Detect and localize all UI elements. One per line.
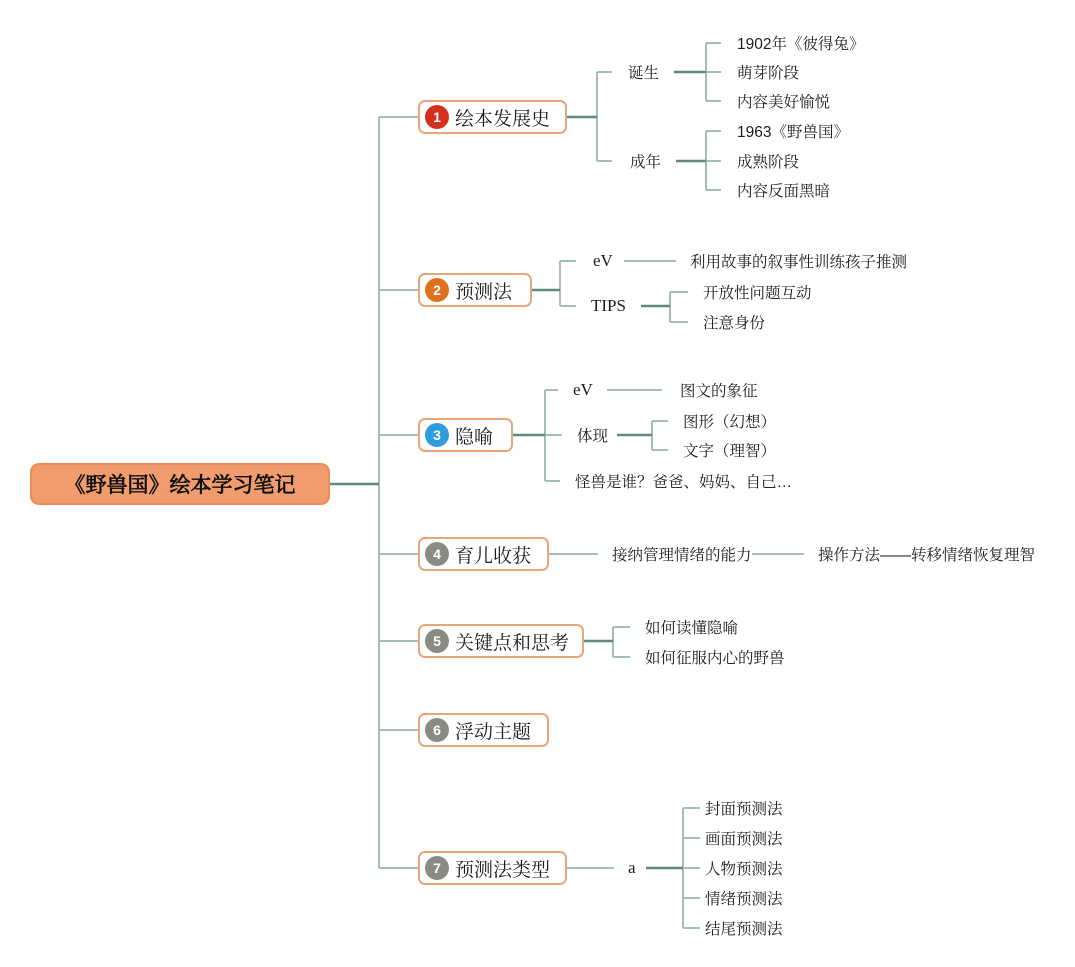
leaf-character-prediction[interactable]: 人物预测法	[705, 861, 783, 878]
branch-3-label: 隐喻	[455, 426, 494, 448]
leaf-dark-content[interactable]: 内容反面黑暗	[737, 183, 831, 200]
leaf-emotion-prediction[interactable]: 情绪预测法	[705, 891, 783, 908]
branch-node-7[interactable]	[418, 851, 567, 885]
leaf-sprout-stage[interactable]: 萌芽阶段	[737, 65, 800, 82]
leaf-picture-prediction[interactable]: 画面预测法	[705, 831, 783, 848]
branch-4-label: 育儿收获	[455, 545, 532, 567]
branch-node-3[interactable]	[418, 418, 513, 452]
leaf-open-questions[interactable]: 开放性问题互动	[703, 285, 812, 302]
leaf-wild-things-1963[interactable]: 1963《野兽国》	[737, 124, 849, 141]
leaf-mature-stage[interactable]: 成熟阶段	[737, 154, 800, 171]
topic-who-is-monster[interactable]: 怪兽是谁？爸爸、妈妈、自己…	[575, 474, 793, 491]
leaf-operation-method[interactable]: 操作方法——转移情绪恢复理智	[818, 547, 1036, 564]
topic-a[interactable]: a	[628, 858, 636, 877]
leaf-conquer-beast[interactable]: 如何征服内心的野兽	[645, 650, 785, 667]
branch-2-badge: 2	[425, 278, 449, 302]
branch-6-badge: 6	[425, 718, 449, 742]
topic-ev-metaphor[interactable]: eV	[573, 380, 593, 399]
branch-7-badge: 7	[425, 856, 449, 880]
topic-embody[interactable]: 体现	[577, 428, 609, 445]
leaf-graphic-fantasy[interactable]: 图形（幻想）	[683, 414, 777, 431]
leaf-narrative-training[interactable]: 利用故事的叙事性训练孩子推测	[690, 254, 908, 271]
branch-3-badge: 3	[425, 423, 449, 447]
branch-5-label: 关键点和思考	[455, 632, 570, 654]
leaf-text-reason[interactable]: 文字（理智）	[683, 443, 777, 460]
branch-node-2[interactable]	[418, 273, 532, 307]
leaf-read-metaphor[interactable]: 如何读懂隐喻	[645, 620, 739, 637]
leaf-peter-rabbit[interactable]: 1902年《彼得兔》	[737, 36, 865, 53]
topic-ev-prediction[interactable]: eV	[593, 251, 613, 270]
leaf-symbolism[interactable]: 图文的象征	[680, 383, 758, 400]
branch-node-5[interactable]	[418, 624, 584, 658]
root-node[interactable]: 《野兽国》绘本学习笔记	[30, 463, 330, 505]
branch-1-badge: 1	[425, 105, 449, 129]
leaf-pleasant-content[interactable]: 内容美好愉悦	[737, 94, 831, 111]
leaf-cover-prediction[interactable]: 封面预测法	[705, 801, 783, 818]
branch-1-label: 绘本发展史	[455, 108, 551, 130]
topic-adult[interactable]: 成年	[630, 154, 662, 171]
branch-node-4[interactable]	[418, 537, 549, 571]
branch-2-label: 预测法	[455, 281, 513, 303]
branch-node-1[interactable]	[418, 100, 567, 134]
branch-4-badge: 4	[425, 542, 449, 566]
topic-birth[interactable]: 诞生	[628, 65, 660, 82]
leaf-mind-identity[interactable]: 注意身份	[703, 315, 766, 332]
leaf-ending-prediction[interactable]: 结尾预测法	[705, 921, 783, 938]
topic-tips[interactable]: TIPS	[591, 296, 626, 315]
branch-node-6[interactable]	[418, 713, 549, 747]
branch-7-label: 预测法类型	[455, 859, 551, 881]
branch-6-label: 浮动主题	[455, 721, 532, 743]
branch-5-badge: 5	[425, 629, 449, 653]
topic-emotion-ability[interactable]: 接纳管理情绪的能力	[612, 547, 752, 564]
